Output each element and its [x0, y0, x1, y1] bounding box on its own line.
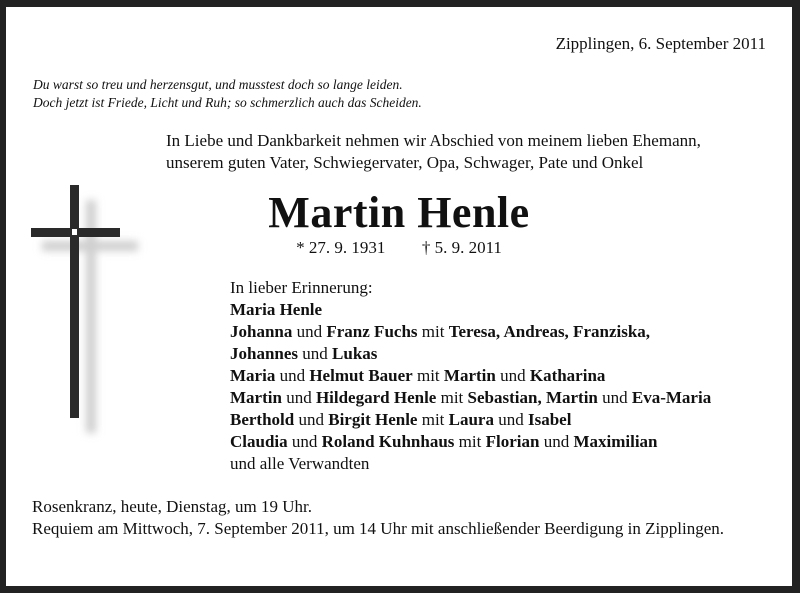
connector-text: und alle Verwandten	[230, 454, 370, 473]
connector-text: mit	[417, 322, 449, 341]
connector-text: und	[292, 322, 327, 341]
mourner-line	[230, 387, 711, 409]
mourners-heading: In lieber Erinnerung:	[230, 278, 373, 297]
mourner-name: Helmut Bauer	[309, 366, 413, 385]
connector-text: mit	[436, 388, 468, 407]
connector-text: mit	[412, 366, 444, 385]
mourner-name: Berthold	[230, 410, 295, 429]
requiem-info: Requiem am Mittwoch, 7. September 2011, um 14 Uhr mit anschließender Beerdigung in Zipplingen.	[32, 519, 724, 538]
mourner-name: Laura	[448, 410, 494, 429]
connector-text: und	[597, 388, 632, 407]
intro-line-2: unserem guten Vater, Schwiegervater, Opa, Schwager, Pate und Onkel	[166, 153, 644, 172]
mourner-name: Roland Kuhnhaus	[321, 432, 455, 451]
mourner-name: Martin	[443, 366, 496, 385]
mourner-name: Maximilian	[573, 432, 658, 451]
connector-text: und	[287, 432, 322, 451]
mourner-name: Birgit Henle	[328, 410, 418, 429]
mourner-line	[230, 409, 711, 431]
mourner-name: Eva-Maria	[631, 388, 712, 407]
mourner-name: Johanna	[230, 322, 293, 341]
motto-line-2: Doch jetzt ist Friede, Licht und Ruh; so schmerzlich auch das Scheiden.	[33, 95, 422, 110]
connector-text: und	[275, 366, 310, 385]
connector-text: und	[294, 410, 329, 429]
mourner-name: Johannes	[230, 344, 299, 363]
connector-text: und	[281, 388, 316, 407]
birth-date: * 27. 9. 1931	[296, 238, 386, 257]
death-date: † 5. 9. 2011	[421, 238, 502, 257]
connector-text: und	[539, 432, 574, 451]
mourner-name: Franz Fuchs	[326, 322, 418, 341]
mourner-name: Maria	[230, 366, 276, 385]
mourner-name: Katharina	[529, 366, 606, 385]
service-info	[32, 496, 768, 540]
mourner-line	[230, 431, 711, 453]
motto-line-1: Du warst so treu und herzensgut, und musstest doch so lange leiden.	[33, 77, 403, 92]
life-dates	[6, 238, 792, 258]
deceased-name: Martin Henle	[268, 188, 530, 237]
connector-text: mit	[454, 432, 486, 451]
mourner-name: Martin	[230, 388, 282, 407]
mourner-name: Hildegard Henle	[315, 388, 437, 407]
mourner-name: Lukas	[332, 344, 378, 363]
mourner-line	[230, 321, 711, 343]
mourner-name: Sebastian, Martin	[467, 388, 598, 407]
mourner-lines	[230, 299, 711, 475]
mourner-name: Maria Henle	[230, 300, 323, 319]
connector-text: und	[495, 366, 530, 385]
connector-text: und	[493, 410, 528, 429]
mourner-name: Isabel	[527, 410, 572, 429]
mourner-name: Claudia	[230, 432, 288, 451]
mourner-line	[230, 343, 711, 365]
intro-line-1: In Liebe und Dankbarkeit nehmen wir Abschied von meinem lieben Ehemann,	[166, 131, 701, 150]
obituary-notice	[6, 7, 792, 586]
mourner-line	[230, 365, 711, 387]
place-date: Zipplingen, 6. September 2011	[555, 34, 766, 53]
rosary-info: Rosenkranz, heute, Dienstag, um 19 Uhr.	[32, 497, 312, 516]
mourner-name: Florian	[485, 432, 540, 451]
mourner-line	[230, 453, 711, 475]
connector-text: mit	[417, 410, 449, 429]
mourner-name: Teresa, Andreas, Franziska,	[448, 322, 651, 341]
mourners-list	[230, 277, 711, 475]
connector-text: und	[298, 344, 333, 363]
mourner-line	[230, 299, 711, 321]
